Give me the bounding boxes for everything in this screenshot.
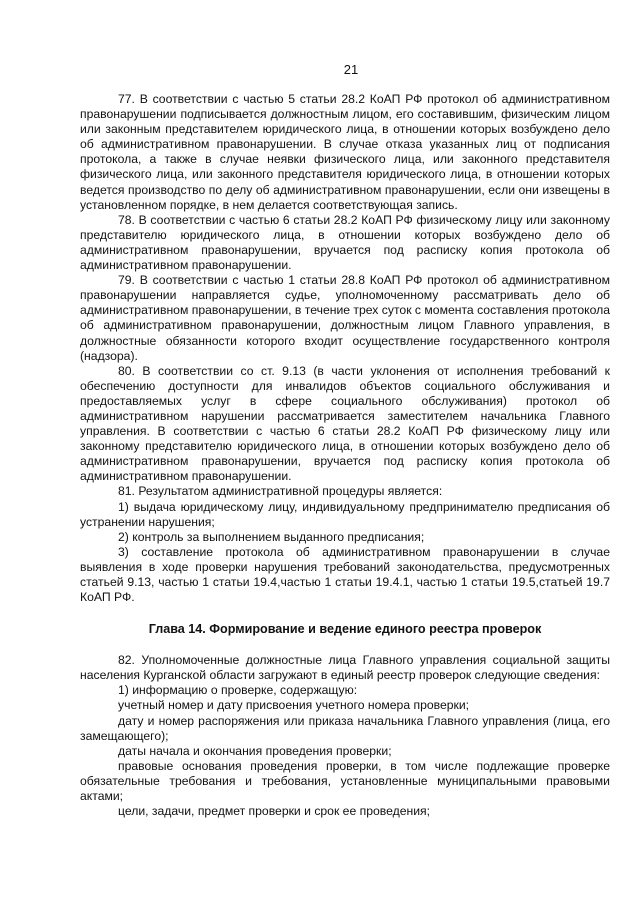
paragraph-81: 81. Результатом административной процедуры является: (118, 484, 443, 499)
paragraph-82: 82. Уполномоченные должностные лица Главного управления социальной защиты населения Курганской области загружают в единый реестр проверок следующие сведения: (80, 653, 610, 683)
section-bottom (80, 653, 610, 819)
chapter-heading: Глава 14. Формирование и ведение единого реестра проверок (148, 622, 542, 637)
list-item-82-1: 1) информацию о проверке, содержащую: (118, 683, 358, 698)
paragraph-79: 79. В соответствии с частью 1 статьи 28.8 КоАП РФ протокол об административном правонарушении направляется судье, уполномоченному рассматривать дело об административном правонарушении, в течение трех суток с момента составления протокола об административном правонарушении, должностным лицом Главного управления, в должностные обязанности которого входит осуществление государственного контроля (надзора). (80, 273, 610, 363)
list-item-81-3: 3) составление протокола об административном правонарушении в случае выявления в ходе проверки нарушения требований законодательства, предусмотренных статьей 9.13, частью 1 статьи 19.4,частью 1 статьи 19.4.1, частью 1 статьи 19.5,статьей 19.7 КоАП РФ. (80, 544, 610, 605)
list-line-registration-number: учетный номер и дату присвоения учетного номера проверки; (118, 698, 470, 713)
paragraph-77: 77. В соответствии с частью 5 статьи 28.2 КоАП РФ протокол об административном правонарушении подписывается должностным лицом, его составившим, физическим лицом или законным представителем юридического лица, в отношении которых возбуждено дело об административном правонарушении. В случае отказа указанных лиц от подписания протокола, а также в случае неявки физического лица, или законного представителя физического лица, или законного представителя юридического лица, в отношении которых ведется производство по делу об административном правонарушении, если они извещены в установленном порядке, в нем делается соответствующая запись. (80, 92, 610, 212)
list-item-81-1: 1) выдача юридическому лицу, индивидуальному предпринимателю предписания об устранении нарушения; (80, 499, 610, 529)
list-line-goals-tasks: цели, задачи, предмет проверки и срок ее проведения; (118, 804, 431, 819)
paragraph-80: 80. В соответствии со ст. 9.13 (в части уклонения от исполнения требований к обеспечению доступности для инвалидов объектов социального обслуживания и предоставляемых услуг в сфере социального обслуживания) протокол об административном нарушении рассматривается заместителем начальника Главного управления. В соответствии с частью 6 статьи 28.2 КоАП РФ физическому лицу или законному представителю юридического лица, в отношении которых возбуждено дело об административном правонарушении, вручается под расписку копия протокола об административном правонарушении. (80, 363, 610, 484)
list-line-order-date: дату и номер распоряжения или приказа начальника Главного управления (лица, его замещающего); (80, 713, 610, 743)
paragraph-78: 78. В соответствии с частью 6 статьи 28.2 КоАП РФ физическому лицу или законному представителю юридического лица, в отношении которых возбуждено дело об административном правонарушении, вручается под расписку копия протокола об административном правонарушении. (80, 212, 610, 273)
list-item-81-2: 2) контроль за выполнением выданного предписания; (118, 529, 425, 544)
page-number: 21 (343, 62, 359, 77)
list-line-inspection-dates: даты начала и окончания проведения проверки; (118, 743, 392, 758)
section-top (80, 92, 610, 605)
list-line-legal-grounds: правовые основания проведения проверки, в том числе подлежащие проверке обязательные требования и требования, установленные муниципальными правовыми актами; (80, 758, 610, 804)
